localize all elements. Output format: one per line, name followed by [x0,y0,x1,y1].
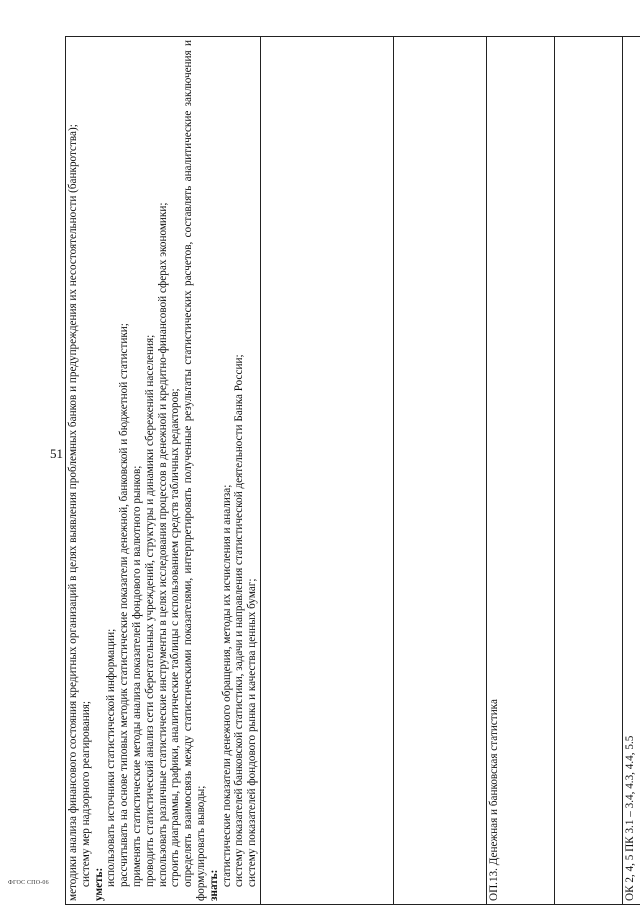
competencies-cell: ОК 2, 4, 5 ПК 3.1 – 3.4, 4.3, 4.4, 5.5 [622,37,640,905]
curriculum-table [65,36,640,905]
discipline-cell: ОП.13. Денежная и банковская статистика [486,37,554,905]
table-row-competencies [622,37,640,905]
knowledge-line: строить диаграммы, графики, аналитические таблицы с использованием средств табличных редакторов; [169,388,182,887]
knowledge-line: использовать различные статистические инструменты в целях исследования процессов в денежной и кредитно-финансовой сферах экономики; [156,202,169,887]
knowledge-line: применять статистические методы анализа показателей фондового и валютного рынков; [130,465,143,887]
knowledge-line: рассчитывать на основе типовых методик статистические показатели денежной, банковской и бюджетной статистики; [118,323,131,887]
empty-cell [393,37,486,905]
table-row-hours [260,37,393,905]
knowledge-line: систему мер надзорного реагирования; [79,700,92,887]
knowledge-line: систему показателей банковской статистики, задачи и направления статистической деятельности Банка России; [233,354,246,887]
knowledge-line: определять взаимосвязь между статистическими показателями, интерпретировать полученные результаты статистических расчетов, составлять аналитические заключения и формулировать выводы; [182,40,207,901]
footer-code: ФГОС СПО-06 [8,880,49,886]
blank-cell [554,37,622,905]
page-number: 51 [50,446,63,461]
table-row-empty [393,37,486,905]
knowledge-cell [66,37,261,905]
knowledge-line: уметь: [92,867,105,901]
knowledge-line: систему показателей фондового рынка и качества ценных бумаг; [246,578,259,887]
table-row-knowledge [66,37,261,905]
knowledge-text [67,40,259,901]
knowledge-line: проводить статистический анализ сети сберегательных учреждений, структуры и динамики сбережений населения; [143,334,156,887]
knowledge-line: знать: [207,869,220,901]
knowledge-line: использовать источники статистической информации; [105,628,118,887]
hours-cell [260,37,393,905]
rotated-table-container [65,36,636,905]
knowledge-line: методики анализа финансового состояния кредитных организаций в целях выявления проблемных банков и предупреждения их несостоятельности (банкротства); [67,124,79,901]
table-row-blank [554,37,622,905]
knowledge-line: статистические показатели денежного обращения, методы их исчисления и анализа; [220,484,233,887]
table-row-discipline [486,37,554,905]
